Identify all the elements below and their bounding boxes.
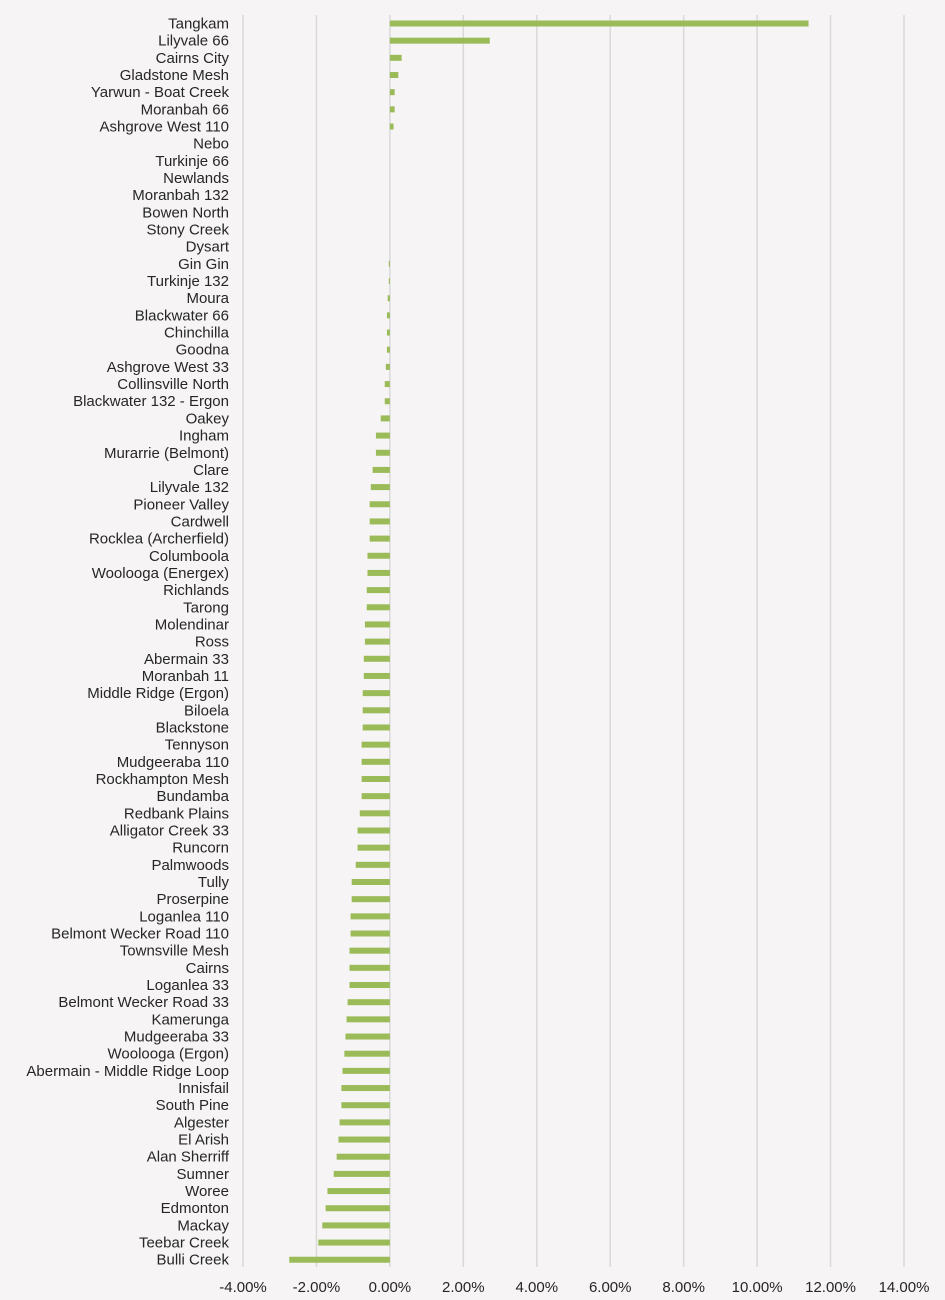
category-label: Woolooga (Energex) xyxy=(91,564,229,582)
bar xyxy=(370,518,390,524)
bar xyxy=(341,1102,389,1108)
bar xyxy=(376,433,390,439)
bar xyxy=(341,1085,389,1091)
category-label: Middle Ridge (Ergon) xyxy=(87,685,229,703)
bars xyxy=(289,21,808,1263)
bar xyxy=(337,1154,390,1160)
bar xyxy=(364,656,390,662)
category-label: Redbank Plains xyxy=(123,805,229,823)
bar xyxy=(387,347,390,353)
bar xyxy=(363,690,390,696)
bar xyxy=(390,106,395,112)
bar xyxy=(387,330,390,336)
category-label: Ashgrove West 33 xyxy=(106,358,229,376)
bar xyxy=(356,862,390,868)
bar xyxy=(367,587,390,593)
category-label: Clare xyxy=(193,461,229,479)
bar xyxy=(351,931,390,937)
category-label: Belmont Wecker Road 33 xyxy=(58,994,229,1012)
bar xyxy=(351,913,390,919)
category-label: Mudgeeraba 110 xyxy=(116,753,229,771)
bar xyxy=(362,793,390,799)
category-label: Ashgrove West 110 xyxy=(99,118,229,136)
bar xyxy=(326,1205,390,1211)
category-label: Belmont Wecker Road 110 xyxy=(51,925,229,943)
category-label: Cairns xyxy=(185,959,229,977)
category-label: Blackstone xyxy=(155,719,229,737)
category-label: Turkinje 132 xyxy=(147,273,229,291)
category-label: Loganlea 110 xyxy=(139,908,229,926)
category-label: Murarrie (Belmont) xyxy=(103,444,229,462)
category-label: Moura xyxy=(186,290,229,308)
bar xyxy=(385,398,390,404)
category-label: Proserpine xyxy=(156,891,229,909)
category-label: Dysart xyxy=(185,238,229,256)
category-label: Palmwoods xyxy=(151,856,229,874)
bar xyxy=(364,673,390,679)
bar xyxy=(352,879,390,885)
bar xyxy=(349,982,389,988)
bar xyxy=(358,827,390,833)
category-label: Lilyvale 132 xyxy=(149,479,229,497)
category-label: Alan Sherriff xyxy=(146,1148,229,1166)
category-label: Tangkam xyxy=(168,15,229,33)
bar xyxy=(363,707,390,713)
bar xyxy=(340,1119,390,1125)
x-tick-label: 2.00% xyxy=(442,1279,485,1296)
bar xyxy=(390,89,395,95)
category-label: Moranbah 11 xyxy=(141,667,229,685)
bar xyxy=(362,759,390,765)
category-label: Columboola xyxy=(148,547,229,565)
category-label: Moranbah 132 xyxy=(132,187,229,205)
category-label: Rocklea (Archerfield) xyxy=(88,530,229,548)
category-label: Runcorn xyxy=(172,839,229,857)
category-label: Rockhampton Mesh xyxy=(95,770,229,788)
category-label: Blackwater 66 xyxy=(134,307,229,325)
category-label: Abermain 33 xyxy=(143,650,229,668)
category-label: Cairns City xyxy=(155,49,229,67)
category-label: Collinsville North xyxy=(117,376,229,394)
gridlines xyxy=(243,15,904,1267)
category-label: Ross xyxy=(194,633,229,651)
bar xyxy=(349,965,389,971)
bar xyxy=(348,999,390,1005)
x-tick-label: 12.00% xyxy=(805,1279,856,1296)
bar xyxy=(373,467,390,473)
category-label: Chinchilla xyxy=(163,324,229,342)
category-label: Bundamba xyxy=(156,788,229,806)
bar xyxy=(362,776,390,782)
category-label: Molendinar xyxy=(154,616,229,634)
category-label: Tennyson xyxy=(164,736,229,754)
category-label: Sumner xyxy=(176,1165,229,1183)
category-label: Tarong xyxy=(183,599,229,617)
category-label: Ingham xyxy=(178,427,229,445)
category-label: Nebo xyxy=(193,135,229,153)
bar xyxy=(390,21,809,27)
bar xyxy=(389,261,390,267)
bar xyxy=(289,1257,390,1263)
bar xyxy=(344,1051,390,1057)
x-tick-label: 0.00% xyxy=(368,1279,412,1296)
bar xyxy=(387,312,390,318)
category-label: Mackay xyxy=(177,1217,229,1235)
category-label: Woree xyxy=(185,1183,229,1201)
category-label: Townsville Mesh xyxy=(119,942,229,960)
category-label: Newlands xyxy=(163,170,229,188)
bar xyxy=(338,1137,389,1143)
bar xyxy=(390,124,394,130)
bar xyxy=(388,295,390,301)
category-label: Woolooga (Ergon) xyxy=(107,1045,229,1063)
category-label: Alligator Creek 33 xyxy=(109,822,229,840)
category-label: El Arish xyxy=(178,1131,229,1149)
category-label: Bulli Creek xyxy=(156,1251,229,1269)
bar xyxy=(362,742,390,748)
category-labels xyxy=(26,16,229,1269)
bar xyxy=(360,810,390,816)
category-label: Bowen North xyxy=(142,204,229,222)
category-label: Kamerunga xyxy=(151,1011,229,1029)
category-label: Edmonton xyxy=(160,1200,229,1218)
category-label: Pioneer Valley xyxy=(133,496,229,514)
x-tick-label: -4.00% xyxy=(219,1279,267,1296)
x-tick-label: 6.00% xyxy=(588,1279,632,1296)
x-tick-label: -2.00% xyxy=(292,1279,341,1296)
bar xyxy=(386,364,390,370)
bar xyxy=(367,553,389,559)
bar xyxy=(363,724,390,730)
x-tick-label: 8.00% xyxy=(662,1279,705,1296)
category-label: Turkinje 66 xyxy=(155,152,229,170)
bar xyxy=(371,484,390,490)
category-label: Mudgeeraba 33 xyxy=(123,1028,229,1046)
category-label: Richlands xyxy=(163,582,229,600)
category-label: Algester xyxy=(173,1114,229,1132)
x-axis-tick-labels xyxy=(219,1279,929,1296)
bar xyxy=(389,278,390,284)
category-label: Teebar Creek xyxy=(138,1234,229,1252)
bar xyxy=(322,1222,390,1228)
category-label: Lilyvale 66 xyxy=(158,32,229,50)
bar xyxy=(390,72,398,78)
bar xyxy=(370,501,390,507)
category-label: Blackwater 132 - Ergon xyxy=(73,393,229,411)
bar xyxy=(352,896,390,902)
bar xyxy=(349,948,389,954)
category-label: Loganlea 33 xyxy=(146,977,229,995)
bar xyxy=(365,639,390,645)
bar xyxy=(376,450,390,456)
bar xyxy=(345,1034,389,1040)
category-label: Goodna xyxy=(175,341,229,359)
bar xyxy=(385,381,390,387)
x-tick-label: 14.00% xyxy=(878,1279,930,1296)
x-tick-label: 10.00% xyxy=(731,1279,783,1296)
bar xyxy=(367,570,389,576)
x-tick-label: 4.00% xyxy=(515,1279,559,1296)
category-label: Gladstone Mesh xyxy=(119,67,229,85)
bar xyxy=(381,415,390,421)
bar xyxy=(343,1068,390,1074)
category-label: Oakey xyxy=(185,410,229,428)
bar xyxy=(365,621,390,627)
bar xyxy=(370,536,390,542)
bar xyxy=(327,1188,389,1194)
category-label: Cardwell xyxy=(170,513,229,531)
bar xyxy=(390,55,402,61)
bar xyxy=(347,1016,390,1022)
category-label: Stony Creek xyxy=(146,221,229,239)
category-label: South Pine xyxy=(155,1097,229,1115)
category-label: Gin Gin xyxy=(178,255,229,273)
bar xyxy=(358,845,390,851)
bar xyxy=(318,1240,390,1246)
category-label: Innisfail xyxy=(178,1080,229,1098)
bar xyxy=(334,1171,390,1177)
category-label: Tully xyxy=(197,874,229,891)
category-label: Biloela xyxy=(183,702,229,720)
bar xyxy=(367,604,390,610)
category-label: Yarwun - Boat Creek xyxy=(90,84,229,102)
category-label: Moranbah 66 xyxy=(140,101,229,119)
bar xyxy=(390,38,490,44)
category-label: Abermain - Middle Ridge Loop xyxy=(26,1062,229,1080)
